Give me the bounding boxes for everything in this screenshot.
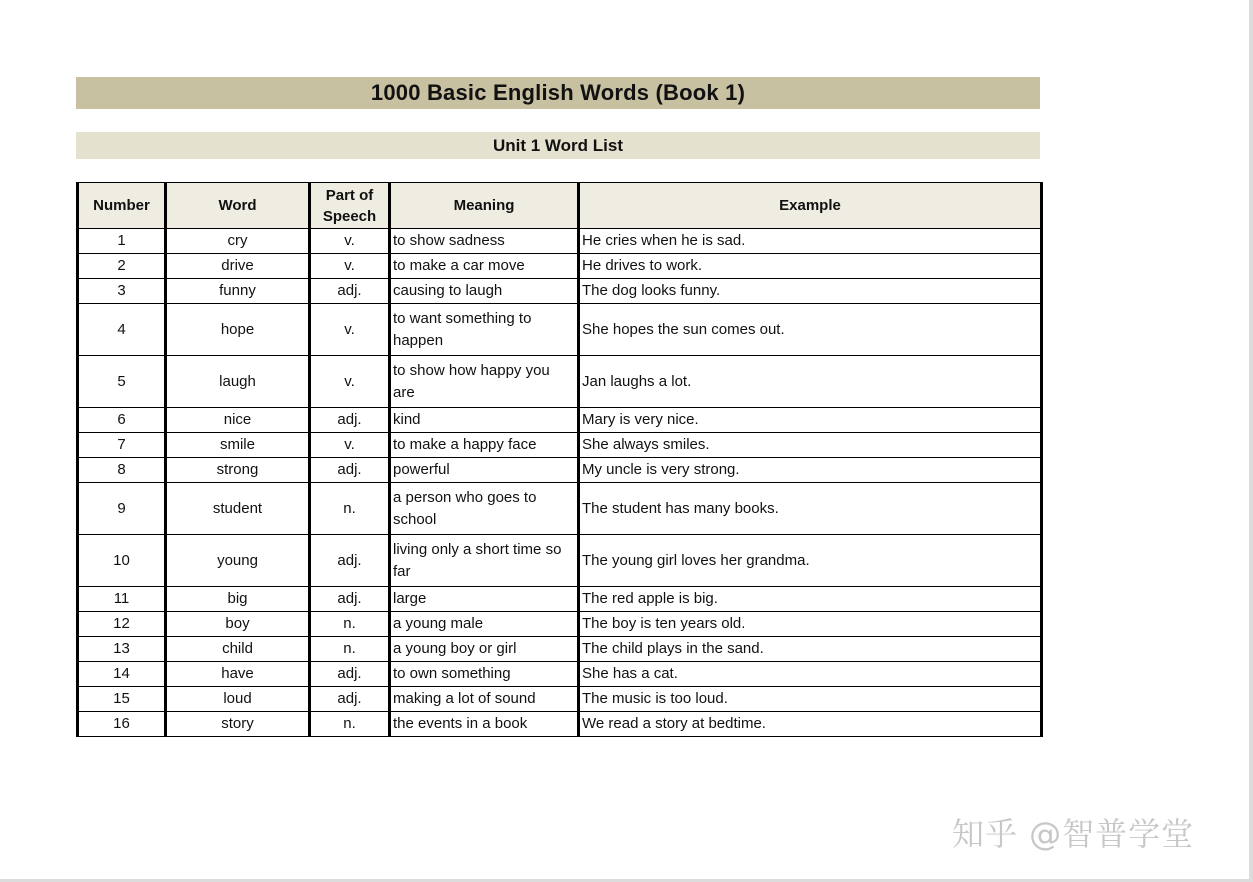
table-row xyxy=(78,612,1042,637)
header-part-of-speech-line2: Speech xyxy=(322,207,377,225)
cell-example: He cries when he is sad. xyxy=(579,229,1042,254)
cell-word: big xyxy=(166,587,310,612)
table-row xyxy=(78,483,1042,535)
cell-word: nice xyxy=(166,408,310,433)
header-meaning: Meaning xyxy=(390,183,579,229)
cell-meaning: large xyxy=(390,587,579,612)
cell-number: 2 xyxy=(78,254,166,279)
table-row xyxy=(78,433,1042,458)
cell-part-of-speech: adj. xyxy=(310,408,390,433)
cell-word: boy xyxy=(166,612,310,637)
cell-word: story xyxy=(166,712,310,737)
cell-number: 13 xyxy=(78,637,166,662)
table-row xyxy=(78,254,1042,279)
cell-example: The red apple is big. xyxy=(579,587,1042,612)
header-example: Example xyxy=(579,183,1042,229)
table-row xyxy=(78,637,1042,662)
cell-part-of-speech: v. xyxy=(310,433,390,458)
cell-part-of-speech: adj. xyxy=(310,458,390,483)
table-header-row xyxy=(78,183,1042,229)
cell-example: He drives to work. xyxy=(579,254,1042,279)
cell-word: funny xyxy=(166,279,310,304)
cell-meaning: to make a car move xyxy=(390,254,579,279)
cell-meaning: living only a short time so far xyxy=(390,535,579,587)
cell-number: 3 xyxy=(78,279,166,304)
cell-number: 12 xyxy=(78,612,166,637)
page-edge-right xyxy=(1249,0,1253,882)
cell-number: 10 xyxy=(78,535,166,587)
table-row xyxy=(78,229,1042,254)
cell-example: Mary is very nice. xyxy=(579,408,1042,433)
cell-example: Jan laughs a lot. xyxy=(579,356,1042,408)
cell-number: 7 xyxy=(78,433,166,458)
cell-example: She hopes the sun comes out. xyxy=(579,304,1042,356)
cell-part-of-speech: v. xyxy=(310,356,390,408)
cell-example: The boy is ten years old. xyxy=(579,612,1042,637)
cell-part-of-speech: v. xyxy=(310,304,390,356)
watermark: 知乎 @智普学堂 xyxy=(952,815,1195,853)
cell-word: strong xyxy=(166,458,310,483)
cell-example: She always smiles. xyxy=(579,433,1042,458)
table-row xyxy=(78,587,1042,612)
cell-meaning: to own something xyxy=(390,662,579,687)
cell-word: child xyxy=(166,637,310,662)
cell-word: loud xyxy=(166,687,310,712)
cell-number: 15 xyxy=(78,687,166,712)
cell-example: She has a cat. xyxy=(579,662,1042,687)
cell-example: The dog looks funny. xyxy=(579,279,1042,304)
cell-part-of-speech: n. xyxy=(310,483,390,535)
cell-example: The student has many books. xyxy=(579,483,1042,535)
cell-part-of-speech: v. xyxy=(310,254,390,279)
table-row xyxy=(78,662,1042,687)
table-row xyxy=(78,356,1042,408)
table-row xyxy=(78,279,1042,304)
header-number: Number xyxy=(78,183,166,229)
cell-meaning: to want something to happen xyxy=(390,304,579,356)
book-title-bar xyxy=(76,77,1040,109)
cell-meaning: to show sadness xyxy=(390,229,579,254)
cell-meaning: powerful xyxy=(390,458,579,483)
cell-meaning: causing to laugh xyxy=(390,279,579,304)
cell-example: The music is too loud. xyxy=(579,687,1042,712)
cell-word: drive xyxy=(166,254,310,279)
cell-number: 14 xyxy=(78,662,166,687)
cell-part-of-speech: n. xyxy=(310,612,390,637)
cell-number: 4 xyxy=(78,304,166,356)
cell-example: My uncle is very strong. xyxy=(579,458,1042,483)
cell-example: The young girl loves her grandma. xyxy=(579,535,1042,587)
cell-number: 6 xyxy=(78,408,166,433)
cell-part-of-speech: adj. xyxy=(310,662,390,687)
table-row xyxy=(78,712,1042,737)
cell-word: smile xyxy=(166,433,310,458)
table-row xyxy=(78,458,1042,483)
cell-number: 11 xyxy=(78,587,166,612)
book-title: 1000 Basic English Words (Book 1) xyxy=(370,80,746,105)
cell-word: student xyxy=(166,483,310,535)
cell-number: 16 xyxy=(78,712,166,737)
unit-title: Unit 1 Word List xyxy=(492,135,623,155)
cell-word: have xyxy=(166,662,310,687)
table-row xyxy=(78,535,1042,587)
cell-meaning: a person who goes to school xyxy=(390,483,579,535)
cell-word: laugh xyxy=(166,356,310,408)
word-list-table xyxy=(76,182,1043,737)
table-row xyxy=(78,687,1042,712)
cell-part-of-speech: adj. xyxy=(310,687,390,712)
cell-number: 5 xyxy=(78,356,166,408)
cell-part-of-speech: v. xyxy=(310,229,390,254)
table-row xyxy=(78,408,1042,433)
cell-number: 9 xyxy=(78,483,166,535)
cell-number: 1 xyxy=(78,229,166,254)
table-row xyxy=(78,304,1042,356)
header-part-of-speech xyxy=(310,183,390,229)
cell-part-of-speech: adj. xyxy=(310,587,390,612)
cell-part-of-speech: n. xyxy=(310,637,390,662)
cell-meaning: to make a happy face xyxy=(390,433,579,458)
cell-part-of-speech: adj. xyxy=(310,535,390,587)
cell-word: hope xyxy=(166,304,310,356)
cell-meaning: the events in a book xyxy=(390,712,579,737)
cell-number: 8 xyxy=(78,458,166,483)
cell-example: The child plays in the sand. xyxy=(579,637,1042,662)
header-word: Word xyxy=(166,183,310,229)
cell-word: young xyxy=(166,535,310,587)
cell-meaning: a young male xyxy=(390,612,579,637)
unit-title-bar xyxy=(76,132,1040,159)
cell-meaning: a young boy or girl xyxy=(390,637,579,662)
cell-meaning: kind xyxy=(390,408,579,433)
cell-meaning: to show how happy you are xyxy=(390,356,579,408)
cell-part-of-speech: n. xyxy=(310,712,390,737)
header-part-of-speech-line1: Part of xyxy=(325,186,374,204)
cell-word: cry xyxy=(166,229,310,254)
cell-part-of-speech: adj. xyxy=(310,279,390,304)
cell-example: We read a story at bedtime. xyxy=(579,712,1042,737)
cell-meaning: making a lot of sound xyxy=(390,687,579,712)
